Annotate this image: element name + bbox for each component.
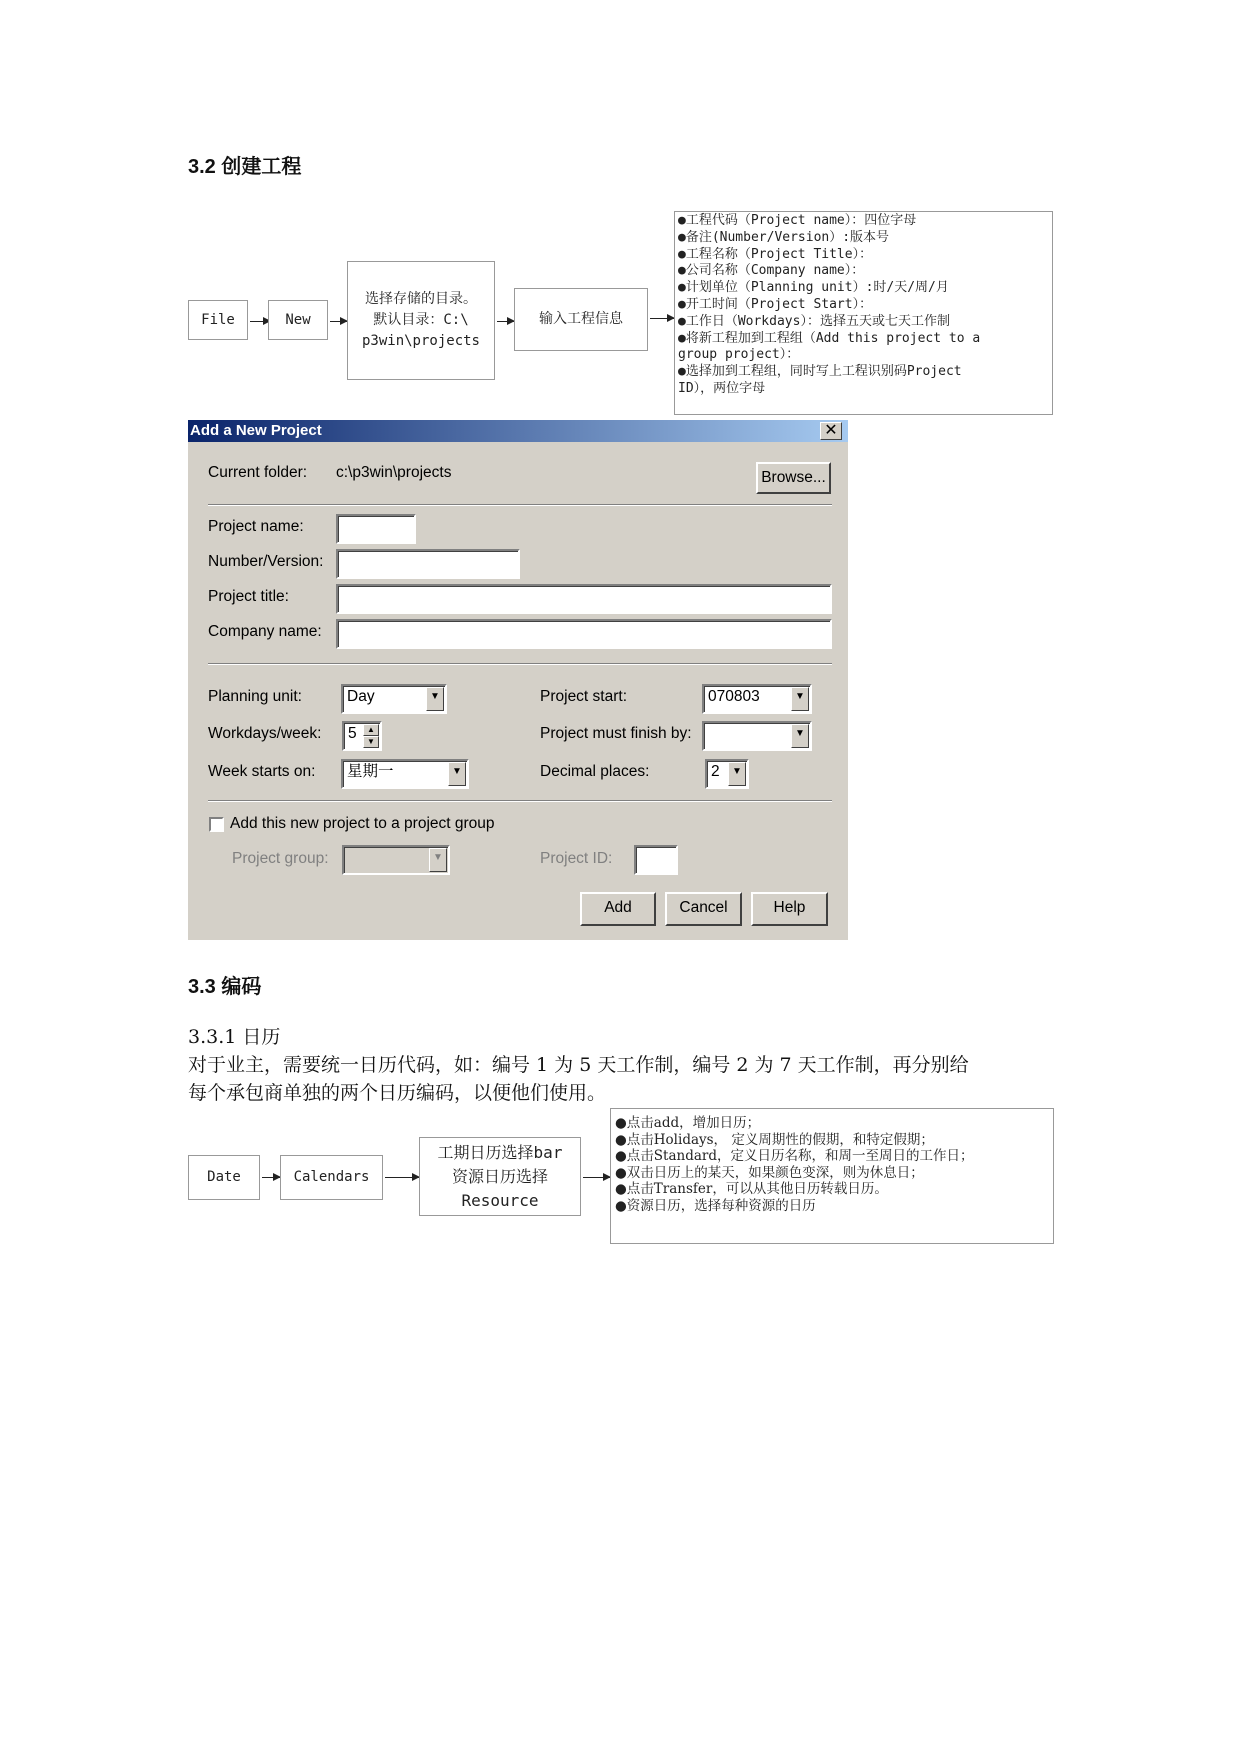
flow-box-choose-dir (347, 261, 495, 380)
close-button[interactable]: ✕ (820, 422, 842, 440)
flow-arrow (497, 321, 514, 322)
divider (208, 504, 832, 506)
planning-unit-value: Day (347, 688, 375, 705)
number-version-input[interactable] (336, 549, 520, 579)
flow-box-input-info: 输入工程信息 (514, 288, 648, 351)
add-to-group-checkbox[interactable] (209, 817, 224, 832)
chevron-down-icon[interactable]: ▼ (426, 687, 444, 711)
chevron-down-icon[interactable]: ▼ (728, 762, 746, 786)
week-starts-label: Week starts on: (208, 763, 316, 780)
company-name-label: Company name: (208, 623, 322, 640)
flow-box-calendars: Calendars (280, 1155, 383, 1200)
paragraph-line: 对于业主，需要统一日历代码，如：编号 1 为 5 天工作制，编号 2 为 7 天工作制，再分别给 (188, 1054, 969, 1076)
project-group-label: Project group: (232, 850, 329, 867)
flow-box-line: p3win\projects (361, 333, 480, 349)
project-id-label: Project ID: (540, 850, 613, 867)
note-line: group project）： (678, 347, 800, 363)
add-button[interactable]: Add (580, 892, 656, 926)
project-name-label: Project name: (208, 518, 304, 535)
planning-unit-label: Planning unit: (208, 688, 302, 705)
must-finish-select[interactable] (702, 721, 812, 751)
flow-box-line: 工期日历选择bar (437, 1142, 563, 1162)
subsection-heading-3-3-1: 3.3.1 日历 (188, 1026, 281, 1048)
note-line: ID），两位字母 (678, 380, 766, 396)
note-line: ●工程代码（Project name）：四位字母 (678, 213, 917, 228)
flow-arrow (262, 1177, 280, 1178)
section-heading-3-2: 3.2 创建工程 (188, 156, 302, 178)
flow-notes-project-fields (674, 211, 1053, 415)
flow-notes-calendar (610, 1108, 1054, 1244)
must-finish-label: Project must finish by: (540, 725, 692, 742)
project-start-select[interactable] (702, 684, 812, 714)
project-id-input[interactable] (634, 845, 678, 875)
company-name-input[interactable] (336, 619, 832, 649)
workdays-stepper[interactable] (342, 721, 382, 751)
note-line: ●点击Transfer，可以从其他日历转载日历。 (615, 1181, 888, 1197)
note-line: ●资源日历，选择每种资源的日历 (615, 1197, 816, 1214)
project-start-value: 070803 (708, 688, 760, 705)
flow-box-new: New (268, 300, 328, 340)
note-line: ●点击Holidays， 定义周期性的假期，和特定假期； (615, 1131, 934, 1148)
divider (208, 663, 832, 665)
note-line: ●工程名称（Project Title）： (678, 246, 873, 262)
workdays-label: Workdays/week: (208, 725, 322, 742)
number-version-label: Number/Version: (208, 553, 324, 570)
project-start-label: Project start: (540, 688, 627, 705)
divider (208, 800, 832, 802)
spinner-arrows-icon[interactable]: ▲ ▼ (363, 724, 379, 748)
workdays-value: 5 (348, 725, 357, 742)
note-line: ●选择加到工程组，同时写上工程识别码Project (678, 364, 962, 380)
chevron-down-icon[interactable]: ▼ (791, 724, 809, 748)
flow-arrow (650, 318, 674, 319)
section-heading-3-3: 3.3 编码 (188, 976, 262, 998)
project-title-input[interactable] (336, 584, 832, 614)
chevron-down-icon[interactable]: ▼ (791, 687, 809, 711)
flow-arrow (250, 321, 270, 322)
dialog-titlebar (188, 420, 848, 442)
note-line: ●开工时间（Project Start）： (678, 296, 873, 312)
decimal-places-label: Decimal places: (540, 763, 650, 780)
note-line: ●点击add，增加日历； (615, 1115, 761, 1131)
note-line: ●备注(Number/Version）:版本号 (678, 229, 890, 245)
note-line: ●点击Standard，定义日历名称，和周一至周日的工作日； (615, 1148, 974, 1164)
chevron-down-icon[interactable]: ▼ (448, 762, 466, 786)
note-line: ●工作日（Workdays）：选择五天或七天工作制 (678, 313, 950, 329)
help-button[interactable]: Help (751, 892, 828, 926)
note-line: ●将新工程加到工程组（Add this project to a (678, 330, 981, 346)
week-starts-select[interactable] (341, 759, 469, 789)
note-line: ●双击日历上的某天，如果颜色变深，则为休息日； (615, 1164, 924, 1181)
decimal-places-select[interactable] (705, 759, 749, 789)
note-line: ●计划单位（Planning unit）:时/天/周/月 (678, 280, 949, 296)
flow-box-date: Date (188, 1155, 260, 1200)
add-to-group-label: Add this new project to a project group (230, 815, 495, 832)
project-name-input[interactable] (336, 514, 416, 544)
flow-box-file: File (188, 300, 248, 340)
current-folder-value: c:\p3win\projects (336, 464, 452, 481)
note-line: ●公司名称（Company name）： (678, 263, 865, 279)
project-group-select[interactable] (342, 845, 450, 875)
current-folder-label: Current folder: (208, 464, 308, 481)
paragraph-line: 每个承包商单独的两个日历编码，以便他们使用。 (188, 1082, 607, 1104)
decimal-places-value: 2 (711, 763, 720, 780)
add-new-project-dialog (188, 420, 848, 940)
browse-button[interactable]: Browse... (756, 462, 831, 494)
flow-box-line: 资源日历选择 (451, 1166, 548, 1186)
flow-box-line: 默认目录：C:\ (373, 312, 469, 328)
chevron-down-icon[interactable]: ▼ (429, 848, 447, 872)
flow-arrow (330, 321, 347, 322)
cancel-button[interactable]: Cancel (665, 892, 742, 926)
flow-box-line: Resource (461, 1190, 539, 1210)
flow-box-calendar-selector (419, 1137, 581, 1216)
week-starts-value: 星期一 (347, 763, 394, 780)
flow-box-line: 选择存储的目录。 (365, 291, 477, 307)
flow-arrow (583, 1177, 610, 1178)
dialog-title: Add a New Project (190, 422, 322, 439)
project-title-label: Project title: (208, 588, 289, 605)
flow-arrow (385, 1177, 419, 1178)
planning-unit-select[interactable] (341, 684, 447, 714)
